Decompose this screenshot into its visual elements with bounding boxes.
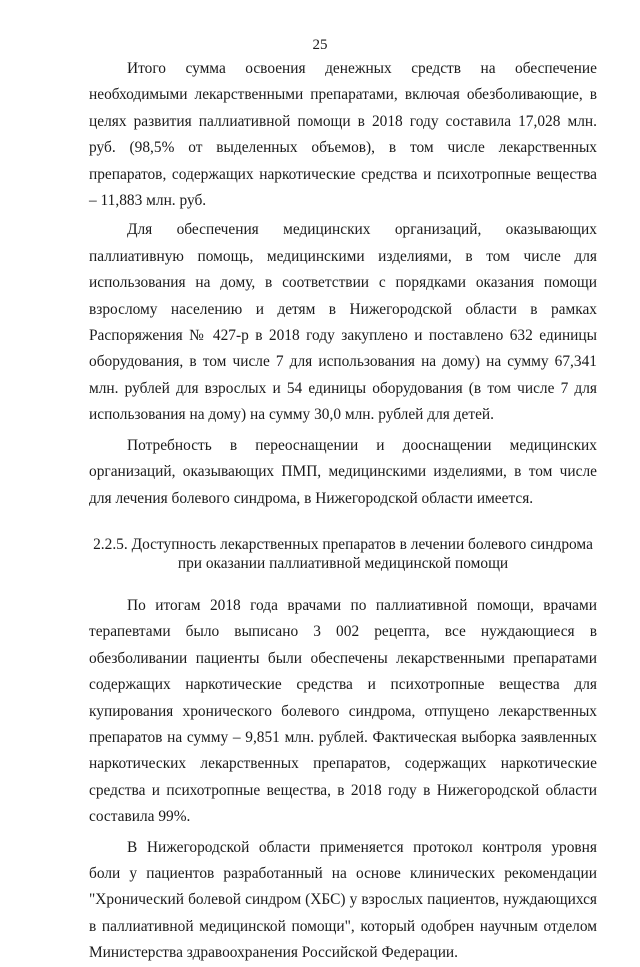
paragraph-equipment-need: Потребность в переоснащении и дооснащении медицинских организаций, оказывающих ПМП, медицинскими изделиями, в том числе для лечения болевого синдрома, в Нижегородской области имеется. (89, 436, 597, 507)
page-number: 25 (312, 37, 328, 53)
paragraph-pain-protocol: В Нижегородской области применяется протокол контроля уровня боли у пациентов разработанный на основе клинических рекомендации "Хронический болевой синдром (ХБС) у взрослых пациентов, нуждающихся в паллиативной медицинской помощи", который одобрен научным отделом Министерства здравоохранения Российской Федерации. (89, 838, 597, 962)
paragraph-prescriptions: По итогам 2018 года врачами по паллиативной помощи, врачами терапевтами было выписано 3 002 рецепта, все нуждающиеся в обезболивании пациенты были обеспечены лекарственными препаратами содержащих наркотические средства и психотропные вещества для купирования хронического болевого синдрома, отпущено лекарственных препаратов на сумму – 9,851 млн. рублей. Фактическая выборка заявленных наркотических лекарственных препаратов, содержащих наркотические средства и психотропные вещества, в 2018 году в Нижегородской области составила 99%. (89, 596, 597, 826)
paragraph-medication-funding: Итого сумма освоения денежных средств на обеспечение необходимыми лекарственными препаратами, включая обезболивающие, в целях развития паллиативной помощи в 2018 году составила 17,028 млн. руб. (98,5% от выделенных объемов), в том числе лекарственных препаратов, содержащих наркотические средства и психотропные вещества – 11,883 млн. руб. (89, 60, 597, 210)
paragraph-medical-equipment: Для обеспечения медицинских организаций, оказывающих паллиативную помощь, медицинскими изделиями, в том числе для использования на дому, в соответствии с порядками оказания помощи взрослому населению и детям в Нижегородской области в рамках Распоряжения № 427-р в 2018 году закуплено и поставлено 632 единицы оборудования, в том числе 7 для использования на дому) на сумму 67,341 млн. рублей для взрослых и 54 единицы оборудования (в том числе 7 для использования на дому) на сумму 30,0 млн. рублей для детей. (89, 221, 597, 424)
section-heading: 2.2.5. Доступность лекарственных препаратов в лечении болевого синдрома при оказании паллиативной медицинской помощи (93, 535, 593, 572)
body-text (89, 56, 597, 967)
